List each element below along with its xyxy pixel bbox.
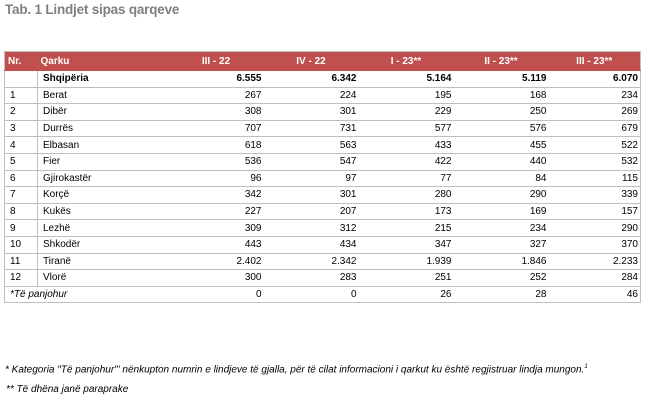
value-cell: 290 [549,220,641,237]
value-cell: 169 [454,203,549,220]
value-cell: 6.342 [264,71,359,88]
row-number: 3 [5,120,38,137]
row-number: 5 [5,153,38,170]
value-cell: 5.164 [359,71,454,88]
county-name: Tiranë [38,253,169,270]
column-header: Nr. [5,52,38,71]
row-number: 4 [5,137,38,154]
county-name: Dibër [38,104,169,121]
county-name: *Të panjohur [5,286,169,303]
table-header-row [5,52,641,71]
value-cell: 267 [169,87,264,104]
column-header: III - 22 [169,52,264,71]
value-cell: 234 [454,220,549,237]
county-name: Berat [38,87,169,104]
column-header: Qarku [38,52,169,71]
table-row [5,87,641,104]
table-row [5,253,641,270]
value-cell: 731 [264,120,359,137]
value-cell: 342 [169,187,264,204]
value-cell: 309 [169,220,264,237]
value-cell: 443 [169,236,264,253]
value-cell: 157 [549,203,641,220]
county-name: Vlorë [38,270,169,287]
county-name: Lezhë [38,220,169,237]
value-cell: 96 [169,170,264,187]
row-number [5,71,38,88]
value-cell: 28 [454,286,549,303]
value-cell: 433 [359,137,454,154]
row-number: 2 [5,104,38,121]
value-cell: 339 [549,187,641,204]
table-row [5,153,641,170]
value-cell: 301 [264,187,359,204]
value-cell: 77 [359,170,454,187]
value-cell: 2.233 [549,253,641,270]
value-cell: 283 [264,270,359,287]
table-body [5,71,641,303]
table-row [5,104,641,121]
row-number: 7 [5,187,38,204]
value-cell: 168 [454,87,549,104]
value-cell: 26 [359,286,454,303]
row-number: 6 [5,170,38,187]
value-cell: 97 [264,170,359,187]
value-cell: 618 [169,137,264,154]
value-cell: 5.119 [454,71,549,88]
table-row [5,220,641,237]
county-name: Shkodër [38,236,169,253]
table-row [5,236,641,253]
table-title: Tab. 1 Lindjet sipas qarqeve [5,2,180,17]
table-row [5,187,641,204]
value-cell: 327 [454,236,549,253]
value-cell: 536 [169,153,264,170]
county-name: Elbasan [38,137,169,154]
value-cell: 250 [454,104,549,121]
row-number: 11 [5,253,38,270]
county-name: Durrës [38,120,169,137]
value-cell: 301 [264,104,359,121]
county-name: Fier [38,153,169,170]
value-cell: 6.070 [549,71,641,88]
value-cell: 207 [264,203,359,220]
value-cell: 370 [549,236,641,253]
table-row [5,137,641,154]
county-name: Kukës [38,203,169,220]
value-cell: 0 [169,286,264,303]
value-cell: 234 [549,87,641,104]
value-cell: 576 [454,120,549,137]
row-number: 1 [5,87,38,104]
value-cell: 251 [359,270,454,287]
value-cell: 547 [264,153,359,170]
value-cell: 2.402 [169,253,264,270]
county-name: Gjirokastër [38,170,169,187]
table-row [5,203,641,220]
value-cell: 0 [264,286,359,303]
county-name: Korçë [38,187,169,204]
total-row [5,71,641,88]
row-number: 10 [5,236,38,253]
value-cell: 252 [454,270,549,287]
table-row [5,120,641,137]
value-cell: 173 [359,203,454,220]
value-cell: 284 [549,270,641,287]
row-number: 12 [5,270,38,287]
value-cell: 280 [359,187,454,204]
value-cell: 440 [454,153,549,170]
value-cell: 84 [454,170,549,187]
footnote-superscript: 1 [584,364,588,370]
value-cell: 434 [264,236,359,253]
value-cell: 195 [359,87,454,104]
column-header: I - 23** [359,52,454,71]
value-cell: 229 [359,104,454,121]
value-cell: 347 [359,236,454,253]
value-cell: 422 [359,153,454,170]
row-number: 8 [5,203,38,220]
value-cell: 215 [359,220,454,237]
births-by-county-table [4,51,641,303]
table-row [5,270,641,287]
footnote-text: * Kategoria "Të panjohur"' nënkupton numrin e lindjeve të gjalla, për të cilat informacioni i qarkut ku është regjistruar lindja mungon. [5,364,585,376]
value-cell: 300 [169,270,264,287]
value-cell: 46 [549,286,641,303]
table-row [5,170,641,187]
value-cell: 1.846 [454,253,549,270]
footnote-unknown-category [5,364,588,375]
value-cell: 1.939 [359,253,454,270]
value-cell: 2.342 [264,253,359,270]
value-cell: 577 [359,120,454,137]
footnote-preliminary: ** Të dhëna janë paraprake [6,384,129,395]
value-cell: 224 [264,87,359,104]
value-cell: 6.555 [169,71,264,88]
value-cell: 115 [549,170,641,187]
column-header: II - 23** [454,52,549,71]
value-cell: 532 [549,153,641,170]
value-cell: 290 [454,187,549,204]
value-cell: 308 [169,104,264,121]
unknown-row [5,286,641,303]
value-cell: 312 [264,220,359,237]
column-header: III - 23** [549,52,641,71]
value-cell: 455 [454,137,549,154]
value-cell: 227 [169,203,264,220]
value-cell: 522 [549,137,641,154]
value-cell: 679 [549,120,641,137]
value-cell: 707 [169,120,264,137]
value-cell: 563 [264,137,359,154]
value-cell: 269 [549,104,641,121]
county-name: Shqipëria [38,71,169,88]
column-header: IV - 22 [264,52,359,71]
row-number: 9 [5,220,38,237]
